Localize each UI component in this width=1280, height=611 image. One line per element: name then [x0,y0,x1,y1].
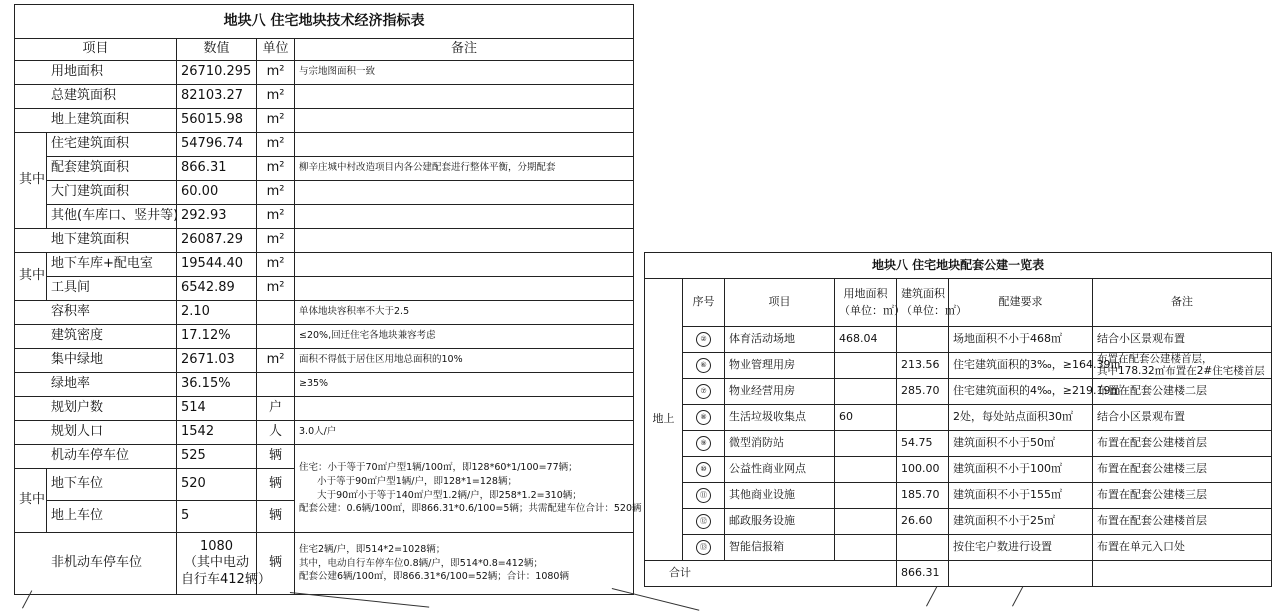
row-number: ⑪ [696,488,711,503]
row-requirement: 场地面积不小于468㎡ [949,327,1093,353]
row-item: 用地面积 [15,61,177,85]
row-unit: m² [257,349,295,373]
row-build: 54.75 [897,431,949,457]
row-note: 结合小区景观布置 [1093,405,1272,431]
row-requirement: 建筑面积不小于50㎡ [949,431,1093,457]
header-note: 备注 [1093,279,1272,327]
row-note [295,205,634,229]
row-land: 468.04 [835,327,897,353]
row-value: 2.10 [177,301,257,325]
row-value: 19544.40 [177,253,257,277]
row-item: 配套建筑面积 [47,157,177,181]
row-note: 布置在配套公建楼三层 [1093,457,1272,483]
drawing-line [926,587,937,607]
header-unit: 单位 [257,39,295,61]
row-requirement: 建筑面积不小于100㎡ [949,457,1093,483]
row-value: 26087.29 [177,229,257,253]
row-build: 26.60 [897,509,949,535]
row-build [897,535,949,561]
row-item: 公益性商业网点 [725,457,835,483]
row-item: 邮政服务设施 [725,509,835,535]
row-build [897,327,949,353]
row-note: 结合小区景观布置 [1093,327,1272,353]
row-item: 建筑密度 [15,325,177,349]
row-value: 56015.98 [177,109,257,133]
row-unit: m² [257,85,295,109]
row-value: 1542 [177,421,257,445]
row-value: 525 [177,445,257,469]
header-value: 数值 [177,39,257,61]
row-note [295,133,634,157]
row-requirement: 2处，每处站点面积30㎡ [949,405,1093,431]
row-unit: m² [257,253,295,277]
row-unit: 人 [257,421,295,445]
row-value: 514 [177,397,257,421]
group-label: 其中 [15,253,47,301]
row-note: ≥35% [295,373,634,397]
row-item: 工具间 [47,277,177,301]
row-note [295,397,634,421]
side-label: 地上 [645,279,683,561]
row-note: 单体地块容积率不大于2.5 [295,301,634,325]
row-land [835,431,897,457]
row-note: 柳辛庄城中村改造项目内各公建配套进行整体平衡，分期配套 [295,157,634,181]
row-value: 866.31 [177,157,257,181]
row-item: 容积率 [15,301,177,325]
row-land [835,353,897,379]
row-item: 生活垃圾收集点 [725,405,835,431]
row-unit [257,325,295,349]
row-item: 地下车位 [47,469,177,501]
row-number: ⑧ [696,410,711,425]
row-unit: m² [257,229,295,253]
row-land [835,509,897,535]
row-item: 机动车停车位 [15,445,177,469]
row-value: 60.00 [177,181,257,205]
row-note: 布置在配套公建楼二层 [1093,379,1272,405]
row-number: ⑫ [696,514,711,529]
table1-title: 地块八 住宅地块技术经济指标表 [15,5,634,39]
row-item: 规划人口 [15,421,177,445]
row-item: 集中绿地 [15,349,177,373]
row-item: 地下建筑面积 [15,229,177,253]
row-value: 2671.03 [177,349,257,373]
row-note [295,277,634,301]
row-note [295,229,634,253]
row-note: 面积不得低于居住区用地总面积的10% [295,349,634,373]
row-unit: m² [257,109,295,133]
row-requirement: 按住宅户数进行设置 [949,535,1093,561]
row-unit: 辆 [257,501,295,533]
parking-note: 住宅：小于等于70㎡户型1辆/100㎡，即128*60*1/100=77辆； 小于等于90㎡户型1辆/户，即128*1=128辆； 大于90㎡小于等于140㎡户型1.2辆/户，即258*1.2=310辆； 配套公建：0.6辆/100㎡，即866.31*0.6/100=5辆；共需配建车位合计：520辆 [295,445,634,533]
row-item: 绿地率 [15,373,177,397]
technical-indicators-table [14,4,642,595]
table2-title: 地块八 住宅地块配套公建一览表 [645,253,1272,279]
row-note: 布置在配套公建楼三层 [1093,483,1272,509]
row-unit [257,373,295,397]
row-unit: 辆 [257,533,295,595]
row-unit [257,301,295,325]
row-item: 物业管理用房 [725,353,835,379]
row-item: 其他商业设施 [725,483,835,509]
row-note: 布置在配套公建楼首层 [1093,431,1272,457]
total-build-area: 866.31 [897,561,949,587]
row-unit: m² [257,181,295,205]
row-note [295,181,634,205]
header-item: 项目 [725,279,835,327]
row-build: 285.70 [897,379,949,405]
row-value: 82103.27 [177,85,257,109]
row-item: 体育活动场地 [725,327,835,353]
bike-note: 住宅2辆/户，即514*2=1028辆； 其中，电动自行车停车位0.8辆/户，即514*0.8=412辆； 配套公建6辆/100㎡，即866.31*6/100=52辆；合计：1080辆 [295,533,634,595]
row-unit: m² [257,133,295,157]
row-build: 185.70 [897,483,949,509]
row-item: 地下车库+配电室 [47,253,177,277]
row-value: 54796.74 [177,133,257,157]
row-value: 292.93 [177,205,257,229]
row-unit: 辆 [257,445,295,469]
row-note: 与宗地图面积一致 [295,61,634,85]
drawing-line [612,588,700,611]
row-value: 6542.89 [177,277,257,301]
group-label: 其中 [15,133,47,229]
total-label: 合计 [645,561,897,587]
total-empty-cell [949,561,1093,587]
drawing-line [1012,587,1023,607]
row-number: ⑦ [696,384,711,399]
total-empty-cell [1093,561,1272,587]
row-item: 物业经营用房 [725,379,835,405]
row-value: 1080 （其中电动 自行车412辆） [177,533,257,595]
header-requirement: 配建要求 [949,279,1093,327]
row-value: 26710.295 [177,61,257,85]
group-label: 其中 [15,469,47,533]
row-note [295,109,634,133]
row-note: ≤20%,回迁住宅各地块兼容考虑 [295,325,634,349]
row-unit: m² [257,205,295,229]
row-land [835,483,897,509]
row-item: 大门建筑面积 [47,181,177,205]
row-item: 地上建筑面积 [15,109,177,133]
header-item: 项目 [15,39,177,61]
row-item: 微型消防站 [725,431,835,457]
row-requirement: 建筑面积不小于155㎡ [949,483,1093,509]
row-land [835,535,897,561]
row-build: 213.56 [897,353,949,379]
row-unit: 辆 [257,469,295,501]
row-unit: m² [257,61,295,85]
row-item: 其他(车库口、竖井等) [47,205,177,229]
row-number: ⑥ [696,358,711,373]
header-note: 备注 [295,39,634,61]
row-number: ② [696,332,711,347]
row-unit: 户 [257,397,295,421]
row-note: 布置在配套公建楼首层， 其中178.32㎡布置在2#住宅楼首层 [1093,353,1272,379]
row-value: 520 [177,469,257,501]
public-facilities-table [644,252,1272,587]
row-value: 36.15% [177,373,257,397]
row-number: ⑨ [696,436,711,451]
row-note: 布置在单元入口处 [1093,535,1272,561]
row-land [835,457,897,483]
row-note: 3.0人/户 [295,421,634,445]
row-item: 地上车位 [47,501,177,533]
row-note [295,253,634,277]
row-unit: m² [257,277,295,301]
row-value: 17.12% [177,325,257,349]
row-item: 住宅建筑面积 [47,133,177,157]
row-item: 总建筑面积 [15,85,177,109]
row-build [897,405,949,431]
row-item: 智能信报箱 [725,535,835,561]
row-land [835,379,897,405]
row-number: ⑬ [696,540,711,555]
row-requirement: 住宅建筑面积的4‰，≥219.19㎡ [949,379,1093,405]
row-item: 非机动车停车位 [15,533,177,595]
row-land: 60 [835,405,897,431]
row-item: 规划户数 [15,397,177,421]
row-requirement: 建筑面积不小于25㎡ [949,509,1093,535]
row-unit: m² [257,157,295,181]
row-number: ⑩ [696,462,711,477]
row-value: 5 [177,501,257,533]
header-land-area: 用地面积 （单位：㎡） [835,279,897,327]
header-no: 序号 [683,279,725,327]
row-note [295,85,634,109]
row-note: 布置在配套公建楼首层 [1093,509,1272,535]
header-build-area: 建筑面积 （单位：㎡） [897,279,949,327]
row-requirement: 住宅建筑面积的3‰，≥164.39㎡ [949,353,1093,379]
row-build: 100.00 [897,457,949,483]
